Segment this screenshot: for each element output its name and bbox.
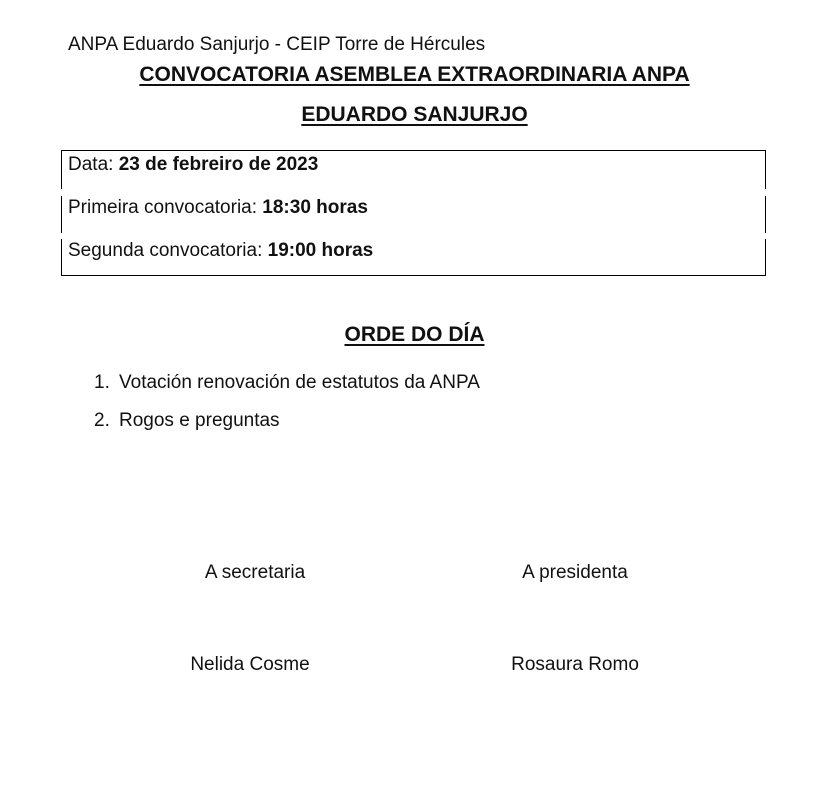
agenda-item-number: 2. <box>94 410 110 431</box>
agenda-list <box>94 371 480 447</box>
box-left-border-2 <box>61 196 62 233</box>
president-name: Rosaura Romo <box>511 654 639 675</box>
meeting-date-row <box>68 153 318 177</box>
box-left-border-1 <box>61 151 62 189</box>
first-call-row <box>68 196 368 220</box>
second-call-row <box>68 239 373 263</box>
agenda-item-number: 1. <box>94 372 110 393</box>
document-title-line-1: CONVOCATORIA ASEMBLEA EXTRAORDINARIA ANPA <box>139 63 690 86</box>
meeting-date-value: 23 de febreiro de 2023 <box>118 154 319 175</box>
agenda-item <box>94 371 480 409</box>
agenda-item <box>94 409 480 447</box>
meeting-date-label: Data: <box>68 154 119 175</box>
first-call-value: 18:30 horas <box>262 197 368 218</box>
meeting-info-box <box>61 150 766 276</box>
first-call-label: Primeira convocatoria: <box>68 197 263 218</box>
organization-header: ANPA Eduardo Sanjurjo - CEIP Torre de Hércules <box>68 34 486 55</box>
box-right-border-1 <box>765 151 766 189</box>
agenda-item-text: Rogos e preguntas <box>119 410 280 431</box>
box-right-border-2 <box>765 196 766 233</box>
agenda-item-text: Votación renovación de estatutos da ANPA <box>119 372 480 393</box>
second-call-value: 19:00 horas <box>267 240 374 261</box>
secretary-role: A secretaria <box>204 562 306 583</box>
second-call-label: Segunda convocatoria: <box>68 240 268 261</box>
secretary-name: Nelida Cosme <box>190 654 310 675</box>
box-right-border-3 <box>765 239 766 275</box>
box-left-border-3 <box>61 239 62 275</box>
agenda-title: ORDE DO DÍA <box>344 323 485 346</box>
document-title-line-2: EDUARDO SANJURJO <box>301 103 528 126</box>
president-role: A presidenta <box>522 562 628 583</box>
